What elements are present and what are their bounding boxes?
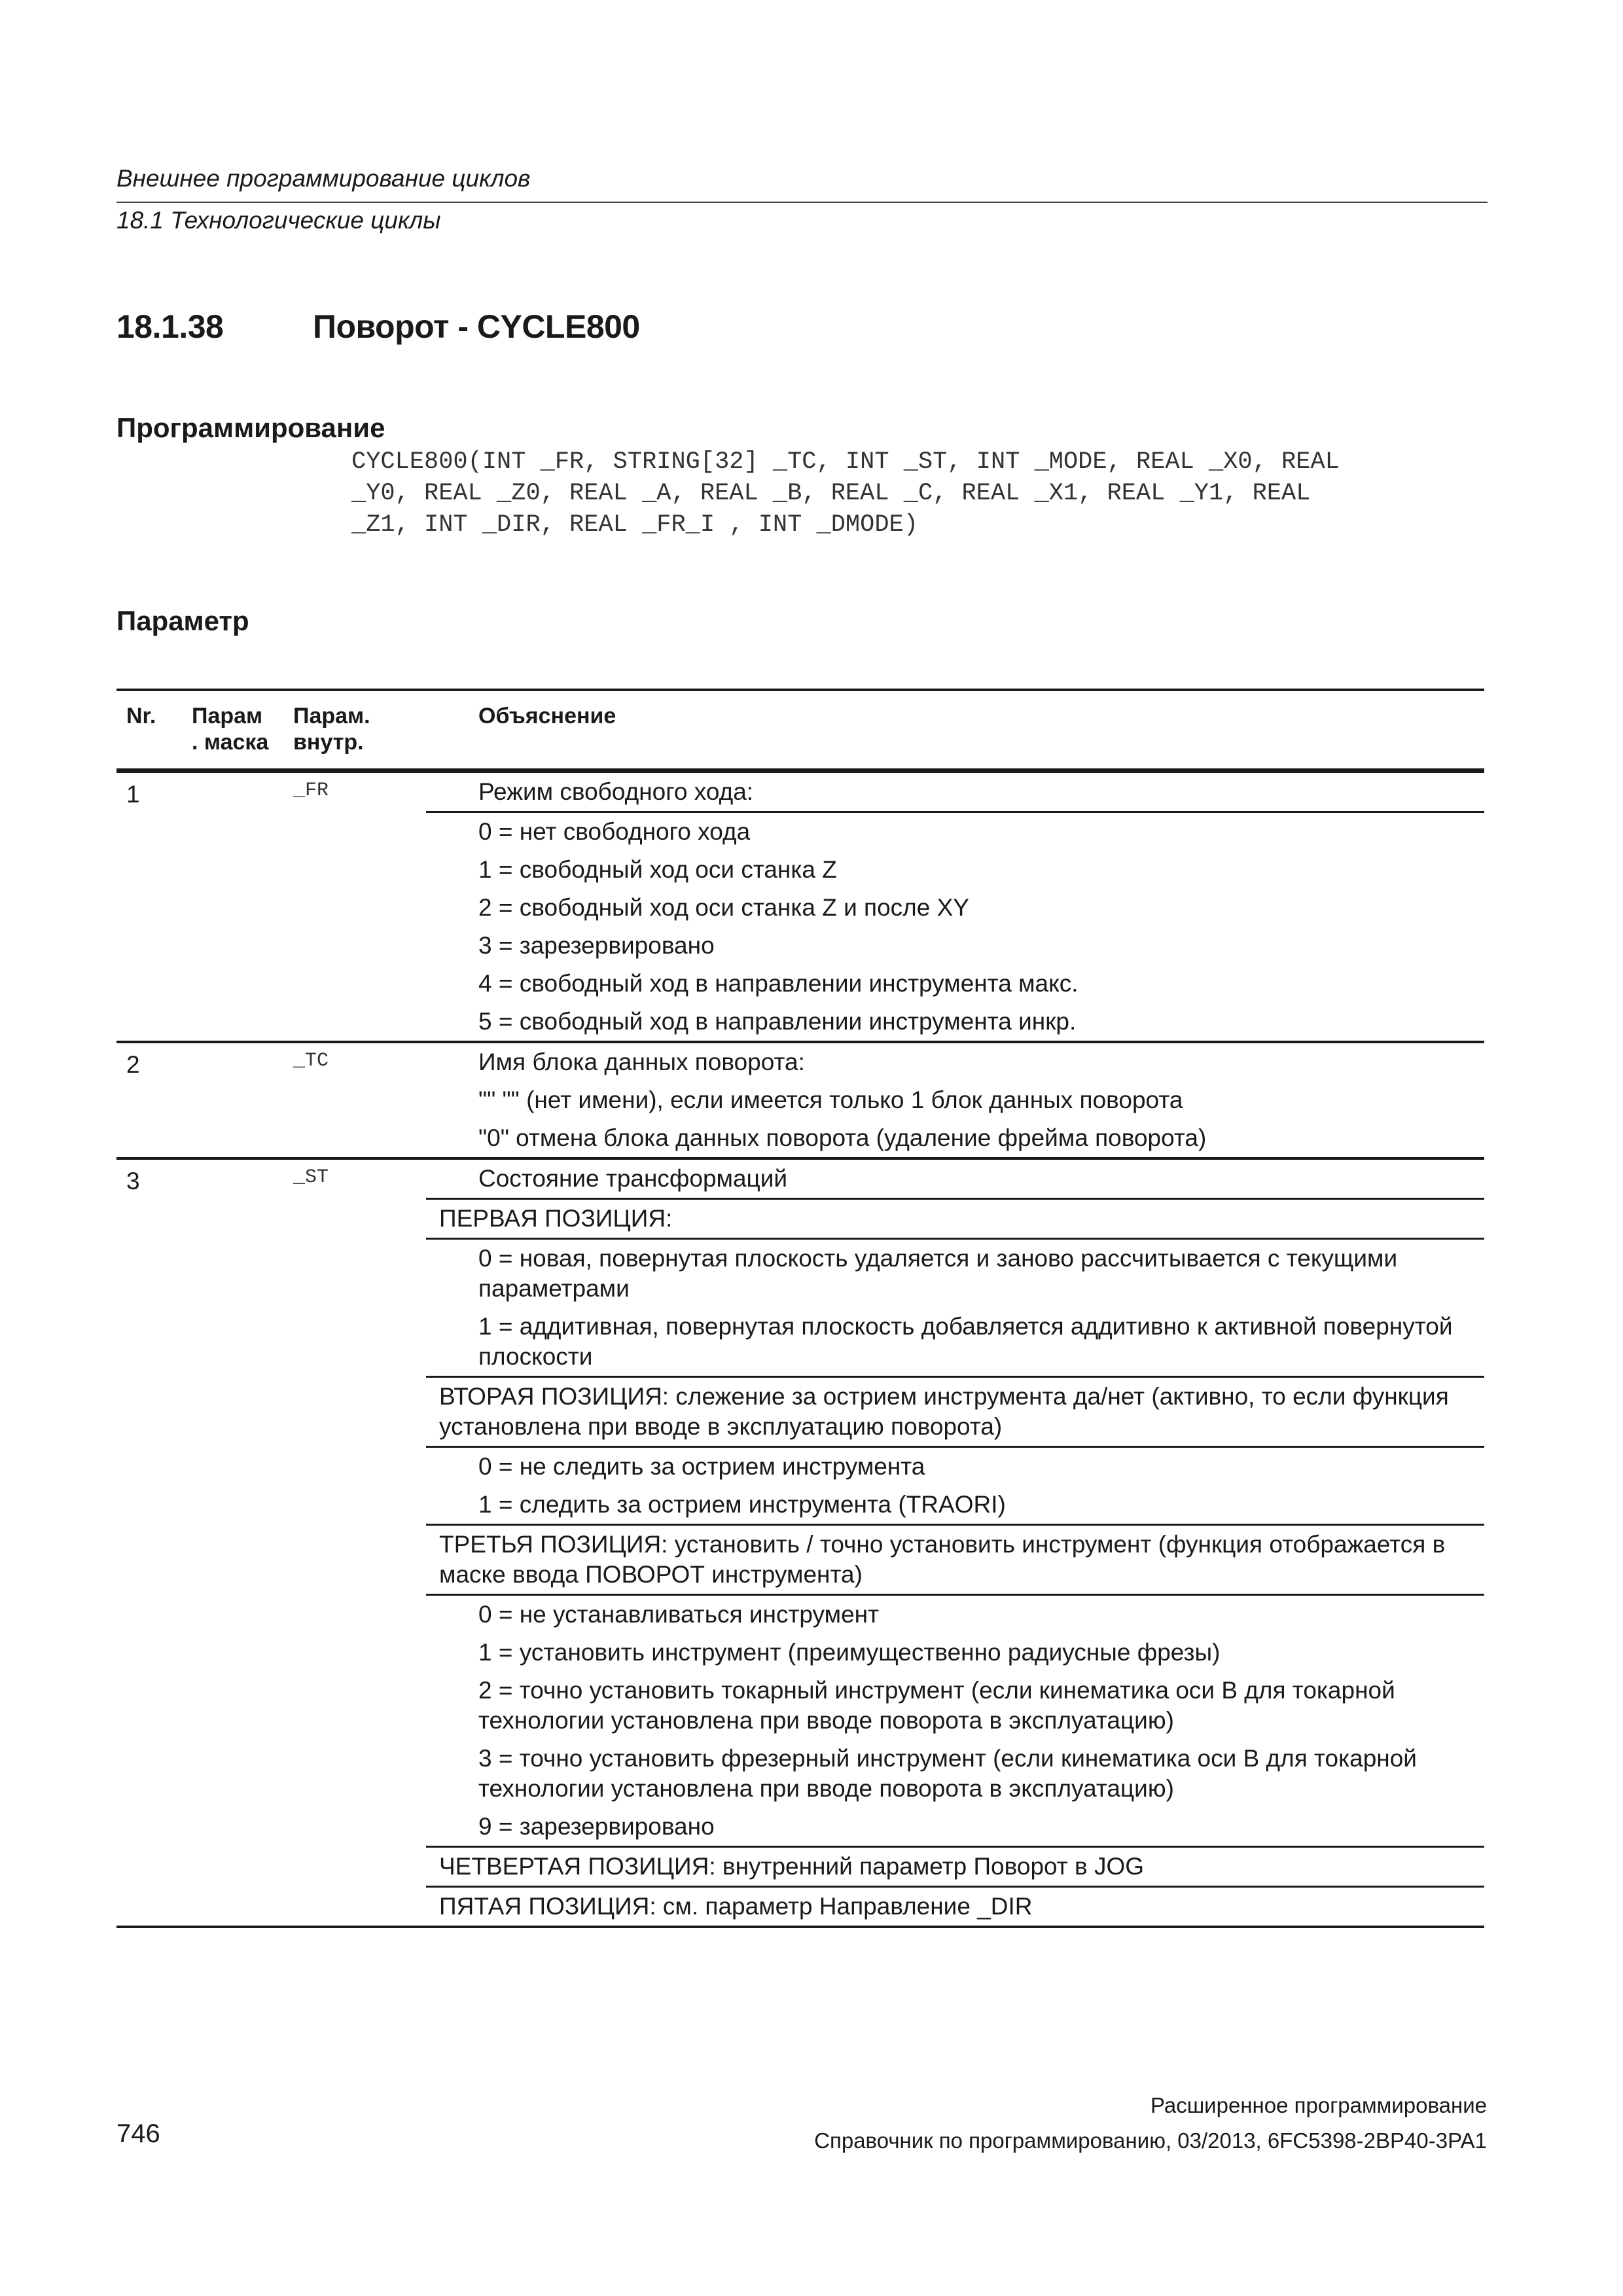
table-row: [116, 1041, 1484, 1157]
position-heading: ПЕРВАЯ ПОЗИЦИЯ:: [426, 1198, 1484, 1238]
running-header-section: 18.1 Технологические циклы: [116, 207, 441, 234]
value-line: 1 = установить инструмент (преимущественно радиусные фрезы): [478, 1639, 1221, 1666]
row-nr: 2: [126, 1051, 140, 1078]
running-header-chapter: Внешнее программирование циклов: [116, 165, 531, 192]
section-title: [116, 308, 640, 346]
header-internal-line: Парам.: [293, 704, 370, 728]
section-name: Поворот - CYCLE800: [313, 308, 640, 345]
position-heading: ЧЕТВЕРТАЯ ПОЗИЦИЯ: внутренний параметр Поворот в JOG: [426, 1846, 1484, 1886]
programming-heading: Программирование: [116, 412, 385, 443]
row-nr: 1: [126, 781, 140, 808]
row-param: _FR: [293, 780, 329, 802]
header-rule: [116, 202, 1488, 203]
value-line: 5 = свободный ход в направлении инструмента инкр.: [478, 1008, 1077, 1035]
table-header: [116, 689, 1484, 773]
header-explanation: Объяснение: [478, 704, 616, 728]
value-line: 0 = новая, повернутая плоскость удаляется и заново рассчитывается с текущими параметрами: [426, 1238, 1484, 1308]
header-mask-line: Парам: [192, 704, 263, 728]
value-line: 1 = следить за острием инструмента (TRAORI): [478, 1491, 1006, 1518]
value-line: "" "" (нет имени), если имеется только 1 блок данных поворота: [478, 1086, 1183, 1113]
value-line: 3 = зарезервировано: [478, 932, 715, 959]
header-mask: [192, 703, 268, 755]
value-line: 0 = не следить за острием инструмента: [426, 1446, 1484, 1486]
value-line: 0 = нет свободного хода: [426, 811, 1484, 851]
table-row: [116, 1157, 1484, 1926]
code-line: _Y0, REAL _Z0, REAL _A, REAL _B, REAL _C, REAL _X1, REAL _Y1, REAL: [351, 480, 1311, 507]
table-bottom-rule: [116, 1926, 1484, 1928]
table-row: [116, 773, 1484, 1041]
value-line: 9 = зарезервировано: [478, 1813, 715, 1840]
page-number: 746: [116, 2119, 160, 2148]
value-line: 4 = свободный ход в направлении инструмента макс.: [478, 970, 1079, 997]
position-heading: ПЯТАЯ ПОЗИЦИЯ: см. параметр Направление _DIR: [426, 1886, 1484, 1926]
row-description: Режим свободного хода:: [478, 778, 754, 805]
value-line: 1 = свободный ход оси станка Z: [478, 856, 837, 883]
syntax-code-block: [351, 446, 1503, 541]
header-mask-line: . маска: [192, 730, 269, 755]
code-line: _Z1, INT _DIR, REAL _FR_I , INT _DMODE): [351, 511, 918, 539]
position-heading: ТРЕТЬЯ ПОЗИЦИЯ: установить / точно установить инструмент (функция отображается в маске ввода ПОВОРОТ инструмента): [426, 1524, 1484, 1594]
value-line: 2 = точно установить токарный инструмент (если кинематика оси B для токарной технологии установлена при вводе поворота в эксплуатацию): [478, 1677, 1395, 1734]
row-param: _ST: [293, 1166, 329, 1189]
footer-manual-ref: Справочник по программированию, 03/2013, 6FC5398-2BP40-3PA1: [814, 2128, 1487, 2153]
header-internal: [293, 703, 370, 755]
code-line: CYCLE800(INT _FR, STRING[32] _TC, INT _ST, INT _MODE, REAL _X0, REAL: [351, 448, 1340, 476]
row-description: Состояние трансформаций: [478, 1165, 788, 1192]
value-line: 1 = аддитивная, повернутая плоскость добавляется аддитивно к активной повернутой плоскости: [478, 1313, 1453, 1370]
section-number: 18.1.38: [116, 308, 224, 345]
header-internal-line: внутр.: [293, 730, 364, 755]
parameter-heading: Параметр: [116, 605, 249, 636]
value-line: 3 = точно установить фрезерный инструмент (если кинематика оси B для токарной технологии установлена при вводе поворота в эксплуатацию): [478, 1745, 1417, 1802]
position-heading: ВТОРАЯ ПОЗИЦИЯ: слежение за острием инструмента да/нет (активно, то если функция установлена при вводе в эксплуатацию поворота): [426, 1376, 1484, 1446]
value-line: 0 = не устанавливаться инструмент: [426, 1594, 1484, 1634]
value-line: "0" отмена блока данных поворота (удаление фрейма поворота): [478, 1124, 1207, 1151]
row-param: _TC: [293, 1050, 329, 1072]
row-nr: 3: [126, 1168, 140, 1194]
parameter-table: [116, 689, 1484, 1928]
header-nr: Nr.: [126, 704, 156, 728]
row-description: Имя блока данных поворота:: [478, 1049, 805, 1075]
value-line: 2 = свободный ход оси станка Z и после XY: [478, 894, 969, 921]
footer-book-title: Расширенное программирование: [1150, 2093, 1487, 2117]
